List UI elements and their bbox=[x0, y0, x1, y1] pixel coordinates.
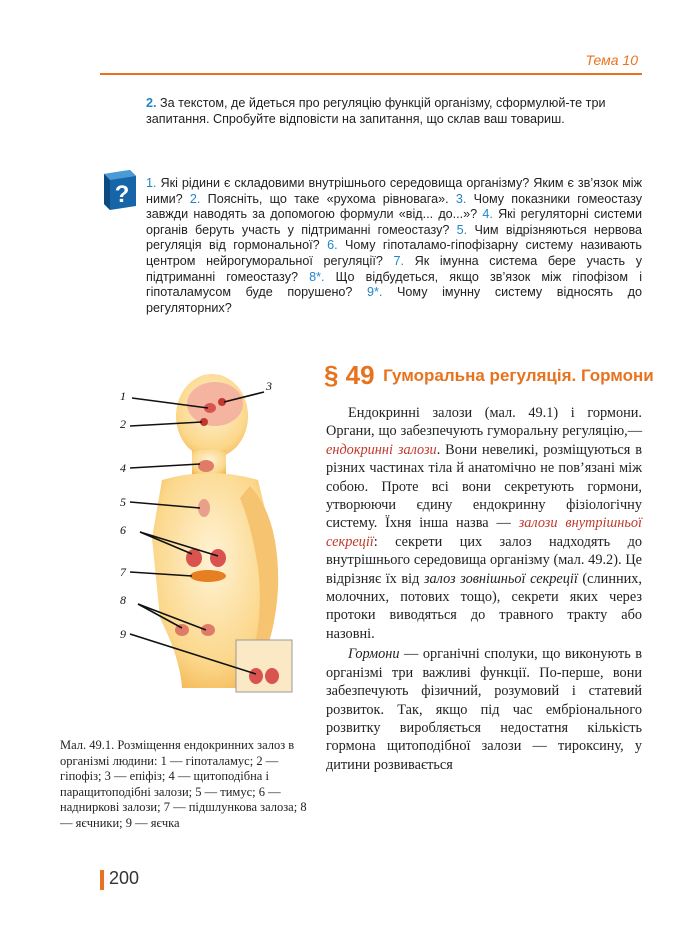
question-number: 2. bbox=[189, 191, 201, 206]
testes-inset bbox=[236, 640, 292, 692]
svg-text:?: ? bbox=[114, 181, 130, 208]
review-questions bbox=[146, 176, 642, 316]
label-1: 1 bbox=[120, 389, 126, 403]
header-rule bbox=[100, 73, 642, 75]
label-5: 5 bbox=[120, 495, 126, 509]
label-9: 9 bbox=[120, 627, 126, 641]
footer-accent-bar bbox=[100, 870, 104, 890]
term-hormones: Гормони bbox=[348, 646, 400, 663]
task-number: 2. bbox=[146, 96, 157, 110]
adrenal-right bbox=[210, 549, 226, 567]
task-2 bbox=[146, 96, 642, 127]
question-text: Поясніть, що таке «рухома рівновага». bbox=[200, 191, 456, 206]
question-text: Чим відрізняються нервова регуляція від гормональної? bbox=[146, 222, 642, 253]
question-number: 8*. bbox=[309, 269, 325, 284]
page-number: 200 bbox=[109, 868, 140, 888]
label-8: 8 bbox=[120, 593, 126, 607]
text-run: : секрети цих залоз надходять до внутрішнього середовища організму (мал. 49.2). Це відрізняє їх від bbox=[326, 533, 642, 587]
question-number: 7. bbox=[393, 253, 404, 268]
label-3: 3 bbox=[266, 379, 272, 393]
question-text: Чому гіпоталамо-гіпофізарну систему називають центром нейрогуморальної регуляції? bbox=[146, 238, 642, 268]
question-text: Як імунна система бере участь у підтриманні гомеостазу? bbox=[146, 253, 642, 284]
task-text: За текстом, де йдеться про регуляцію функцій організму, сформулюй-те три запитання. Спробуйте відповісти на запитання, що склав ваш товариш. bbox=[146, 96, 606, 126]
label-6: 6 bbox=[120, 523, 126, 537]
section-title: Гуморальна регуляція. Гормони bbox=[383, 365, 654, 385]
paragraph-1 bbox=[326, 404, 642, 643]
ovary-right bbox=[201, 624, 215, 636]
question-number: 5. bbox=[456, 222, 468, 237]
pancreas-gland bbox=[190, 570, 226, 582]
brain-shape bbox=[187, 382, 243, 426]
thyroid-gland bbox=[198, 460, 214, 472]
question-number: 6. bbox=[327, 238, 338, 253]
question-text: Чому імунну систему відносять до регуляторних? bbox=[146, 285, 642, 315]
figure-caption: Мал. 49.1. Розміщення ендокринних залоз в організмі людини: 1 — гіпоталамус; 2 — гіпофіз; 3 — епіфіз; 4 — щитоподібна і паращитоподібні залози; 5 — тимус; 6 — надниркові залози; 7 — підшлункова залоза; 8 — яєчники; 9 — яєчка bbox=[60, 738, 307, 830]
term-endocrine-glands: ендокринні залози bbox=[326, 441, 437, 458]
question-text: Чому показники гомеостазу завжди наводять за допомогою формули «від... до...»? bbox=[146, 191, 642, 222]
term-external-secretion: залоз зовнішньої секреції bbox=[423, 570, 578, 587]
question-number: 4. bbox=[482, 207, 493, 222]
question-number: 9*. bbox=[367, 285, 383, 300]
section-heading bbox=[324, 360, 654, 391]
text-run: . Вони невеликі, розміщуються в різних частинах тіла й анатомічно не пов’язані між собою. Проте всі вони секретують гормони, утворюючи єдину ендокринну фізіологічну систему. Їхня інша назва — bbox=[326, 441, 642, 532]
text-run: — органічні сполуки, що виконують в організмі три важливі функції. По-перше, вони забезпечують фізичний, розумовий і статевий розвиток. Так, якщо під час ембріонального розвитку виробляється недостатня кількість гормона щитоподібної залози — тироксину, у дитини розвивається bbox=[326, 646, 642, 773]
text-run: (слинних, молочних, потових тощо), секрети яких через протоки виводяться до травного тракту або назовні. bbox=[326, 570, 642, 642]
question-text: Які рідини є складовими внутрішнього середовища організму? Яким є зв’язок між ними? bbox=[146, 176, 642, 206]
testis-right bbox=[265, 668, 279, 684]
endocrine-glands-figure bbox=[100, 368, 310, 698]
term-internal-secretion: залози внутрішньої секреції bbox=[326, 515, 642, 550]
question-icon bbox=[100, 168, 138, 212]
question-number: 3. bbox=[455, 191, 467, 206]
paragraph-2 bbox=[326, 645, 642, 774]
section-number: § 49 bbox=[324, 360, 375, 390]
testis-left bbox=[249, 668, 263, 684]
label-4: 4 bbox=[120, 461, 126, 475]
question-number: 1. bbox=[146, 176, 157, 190]
label-7: 7 bbox=[120, 565, 126, 579]
label-2: 2 bbox=[120, 417, 126, 431]
text-run: Ендокринні залози (мал. 49.1) і гормони. Органи, що забезпечують гуморальну регуляцію,— bbox=[326, 405, 642, 440]
question-text: Які регуляторні системи органів беруть участь у підтриманні гомеостазу? bbox=[146, 207, 643, 237]
question-text: Що відбудеться, якщо зв’язок між гіпофізом і гіпоталамусом буде порушено? bbox=[146, 269, 642, 300]
main-text bbox=[326, 404, 642, 774]
topic-label: Тема 10 bbox=[585, 52, 638, 68]
